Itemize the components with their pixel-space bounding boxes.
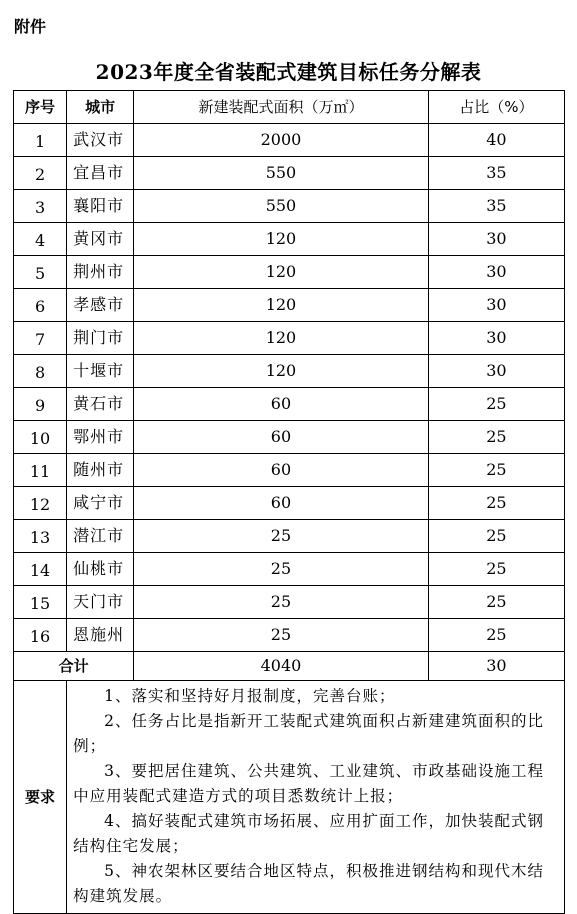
total-area: 4040 xyxy=(134,652,429,681)
row-city: 孝感市 xyxy=(67,289,134,322)
row-city: 十堰市 xyxy=(67,355,134,388)
table-row xyxy=(14,553,565,586)
row-index: 11 xyxy=(14,454,67,487)
attachment-label: 附件 xyxy=(14,17,47,36)
row-index: 9 xyxy=(14,388,67,421)
row-ratio: 25 xyxy=(428,487,564,520)
total-label: 合计 xyxy=(14,652,134,681)
row-ratio: 30 xyxy=(428,322,564,355)
row-city: 荆门市 xyxy=(67,322,134,355)
row-area: 550 xyxy=(134,157,429,190)
row-city: 咸宁市 xyxy=(67,487,134,520)
row-ratio: 35 xyxy=(428,157,564,190)
row-area: 120 xyxy=(134,355,429,388)
header-area: 新建装配式面积（万㎡） xyxy=(134,91,429,124)
table-row xyxy=(14,124,565,157)
row-ratio: 25 xyxy=(428,520,564,553)
requirement-item: 3、要把居住建筑、公共建筑、工业建筑、市政基础设施工程中应用装配式建造方式的项目悉数统计上报； xyxy=(73,762,544,805)
row-city: 潜江市 xyxy=(67,520,134,553)
table-row xyxy=(14,223,565,256)
row-city: 恩施州 xyxy=(67,619,134,652)
table-row xyxy=(14,355,565,388)
row-ratio: 25 xyxy=(428,421,564,454)
row-city: 宜昌市 xyxy=(67,157,134,190)
header-city: 城市 xyxy=(67,91,134,124)
document-title: 2023年度全省装配式建筑目标任务分解表 xyxy=(95,60,482,84)
row-index: 12 xyxy=(14,487,67,520)
requirement-item: 4、搞好装配式建筑市场拓展、应用扩面工作，加快装配式钢结构住宅发展； xyxy=(73,812,544,855)
row-ratio: 25 xyxy=(428,553,564,586)
table-row xyxy=(14,421,565,454)
row-index: 2 xyxy=(14,157,67,190)
row-city: 黄冈市 xyxy=(67,223,134,256)
row-area: 120 xyxy=(134,289,429,322)
row-index: 16 xyxy=(14,619,67,652)
table-row xyxy=(14,388,565,421)
row-area: 120 xyxy=(134,322,429,355)
total-ratio: 30 xyxy=(428,652,564,681)
row-area: 2000 xyxy=(134,124,429,157)
table-row xyxy=(14,520,565,553)
requirement-item: 1、落实和坚持好月报制度，完善台账； xyxy=(104,687,396,705)
row-area: 25 xyxy=(134,586,429,619)
row-index: 14 xyxy=(14,553,67,586)
row-ratio: 30 xyxy=(428,256,564,289)
row-city: 荆州市 xyxy=(67,256,134,289)
table-row xyxy=(14,619,565,652)
task-table xyxy=(13,90,565,914)
table-row xyxy=(14,487,565,520)
row-area: 120 xyxy=(134,223,429,256)
header-ratio: 占比（%） xyxy=(428,91,564,124)
row-city: 武汉市 xyxy=(67,124,134,157)
row-area: 25 xyxy=(134,520,429,553)
row-index: 3 xyxy=(14,190,67,223)
table-row xyxy=(14,454,565,487)
row-ratio: 25 xyxy=(428,454,564,487)
requirements-label: 要求 xyxy=(14,681,67,914)
row-index: 7 xyxy=(14,322,67,355)
row-area: 60 xyxy=(134,454,429,487)
row-ratio: 25 xyxy=(428,619,564,652)
row-index: 1 xyxy=(14,124,67,157)
row-index: 6 xyxy=(14,289,67,322)
requirement-item: 5、神农架林区要结合地区特点，积极推进钢结构和现代木结构建筑发展。 xyxy=(73,862,544,905)
row-ratio: 30 xyxy=(428,289,564,322)
row-ratio: 35 xyxy=(428,190,564,223)
table-row xyxy=(14,322,565,355)
requirement-item: 2、任务占比是指新开工装配式建筑面积占新建建筑面积的比例； xyxy=(73,712,544,755)
row-city: 随州市 xyxy=(67,454,134,487)
row-city: 天门市 xyxy=(67,586,134,619)
row-index: 8 xyxy=(14,355,67,388)
row-index: 5 xyxy=(14,256,67,289)
table-body xyxy=(14,124,565,652)
table-row xyxy=(14,289,565,322)
row-ratio: 30 xyxy=(428,223,564,256)
row-city: 襄阳市 xyxy=(67,190,134,223)
row-ratio: 40 xyxy=(428,124,564,157)
row-index: 15 xyxy=(14,586,67,619)
row-city: 鄂州市 xyxy=(67,421,134,454)
row-area: 25 xyxy=(134,553,429,586)
row-area: 550 xyxy=(134,190,429,223)
table-header-row xyxy=(14,91,565,124)
header-index: 序号 xyxy=(14,91,67,124)
row-area: 60 xyxy=(134,421,429,454)
row-ratio: 25 xyxy=(428,586,564,619)
row-area: 60 xyxy=(134,487,429,520)
requirements-body xyxy=(67,681,565,914)
row-ratio: 30 xyxy=(428,355,564,388)
total-row xyxy=(14,652,565,681)
row-area: 60 xyxy=(134,388,429,421)
row-index: 10 xyxy=(14,421,67,454)
row-ratio: 25 xyxy=(428,388,564,421)
row-city: 黄石市 xyxy=(67,388,134,421)
requirements-row xyxy=(14,681,565,914)
row-area: 120 xyxy=(134,256,429,289)
table-row xyxy=(14,256,565,289)
table-row xyxy=(14,586,565,619)
table-row xyxy=(14,157,565,190)
row-city: 仙桃市 xyxy=(67,553,134,586)
row-area: 25 xyxy=(134,619,429,652)
row-index: 13 xyxy=(14,520,67,553)
table-row xyxy=(14,190,565,223)
row-index: 4 xyxy=(14,223,67,256)
